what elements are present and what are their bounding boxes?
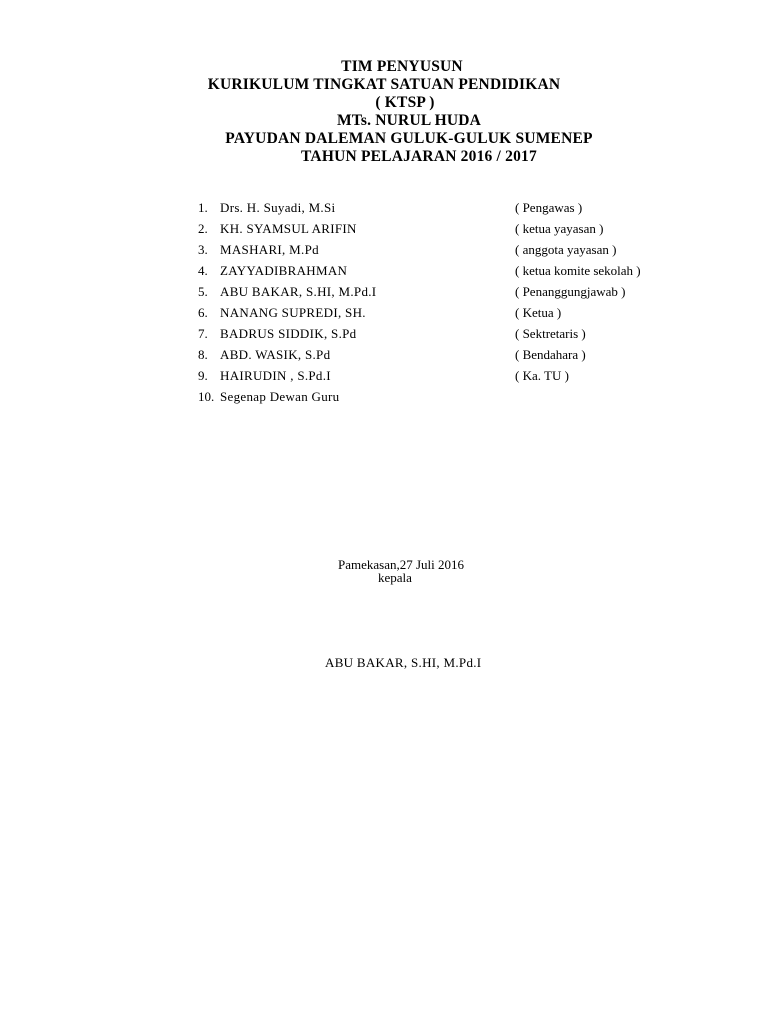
member-role: ( Bendahara ) xyxy=(515,347,586,362)
list-item xyxy=(198,325,678,346)
document-header xyxy=(0,58,768,166)
item-number: 4. xyxy=(198,263,208,278)
item-number: 8. xyxy=(198,347,208,362)
member-role: ( ketua komite sekolah ) xyxy=(515,263,641,278)
header-curriculum: KURIKULUM TINGKAT SATUAN PENDIDIKAN xyxy=(207,76,561,93)
item-number: 2. xyxy=(198,221,208,236)
member-name: KH. SYAMSUL ARIFIN xyxy=(220,221,357,236)
item-number: 10. xyxy=(198,389,215,404)
member-role: ( Penanggungjawab ) xyxy=(515,284,626,299)
member-role: ( Pengawas ) xyxy=(515,200,583,215)
member-role: ( Ketua ) xyxy=(515,305,562,320)
item-number: 1. xyxy=(198,200,208,215)
list-item xyxy=(198,283,678,304)
list-item xyxy=(198,220,678,241)
member-role: ( ketua yayasan ) xyxy=(515,221,604,236)
list-item xyxy=(198,346,678,367)
member-name: ABU BAKAR, S.HI, M.Pd.I xyxy=(220,284,377,299)
list-item xyxy=(198,262,678,283)
list-item xyxy=(198,304,678,325)
header-school-name: MTs. NURUL HUDA xyxy=(336,112,482,129)
list-item xyxy=(198,388,678,409)
member-list xyxy=(198,199,678,409)
item-number: 5. xyxy=(198,284,208,299)
item-number: 9. xyxy=(198,368,208,383)
member-name: ZAYYADIBRAHMAN xyxy=(220,263,348,278)
item-number: 3. xyxy=(198,242,208,257)
member-name: HAIRUDIN , S.Pd.I xyxy=(220,368,331,383)
member-name: Drs. H. Suyadi, M.Si xyxy=(220,200,336,215)
header-address: PAYUDAN DALEMAN GULUK-GULUK SUMENEP xyxy=(225,130,593,147)
header-academic-year: TAHUN PELAJARAN 2016 / 2017 xyxy=(301,148,537,165)
member-name: NANANG SUPREDI, SH. xyxy=(220,305,366,320)
member-role: ( Ka. TU ) xyxy=(515,368,569,383)
list-item xyxy=(198,241,678,262)
list-item xyxy=(198,367,678,388)
member-name: ABD. WASIK, S.Pd xyxy=(220,347,331,362)
member-name: MASHARI, M.Pd xyxy=(220,242,319,257)
item-number: 7. xyxy=(198,326,208,341)
signature-name: ABU BAKAR, S.HI, M.Pd.I xyxy=(325,655,482,670)
signature-title: kepala xyxy=(378,570,412,585)
member-name: BADRUS SIDDIK, S.Pd xyxy=(220,326,357,341)
member-role: ( anggota yayasan ) xyxy=(515,242,617,257)
signature-place-date: Pamekasan,27 Juli 2016 xyxy=(338,557,465,572)
member-name: Segenap Dewan Guru xyxy=(220,389,340,404)
item-number: 6. xyxy=(198,305,208,320)
header-abbreviation: ( KTSP ) xyxy=(375,94,435,111)
member-role: ( Sektretaris ) xyxy=(515,326,586,341)
list-item xyxy=(198,199,678,220)
header-title: TIM PENYUSUN xyxy=(341,58,463,75)
